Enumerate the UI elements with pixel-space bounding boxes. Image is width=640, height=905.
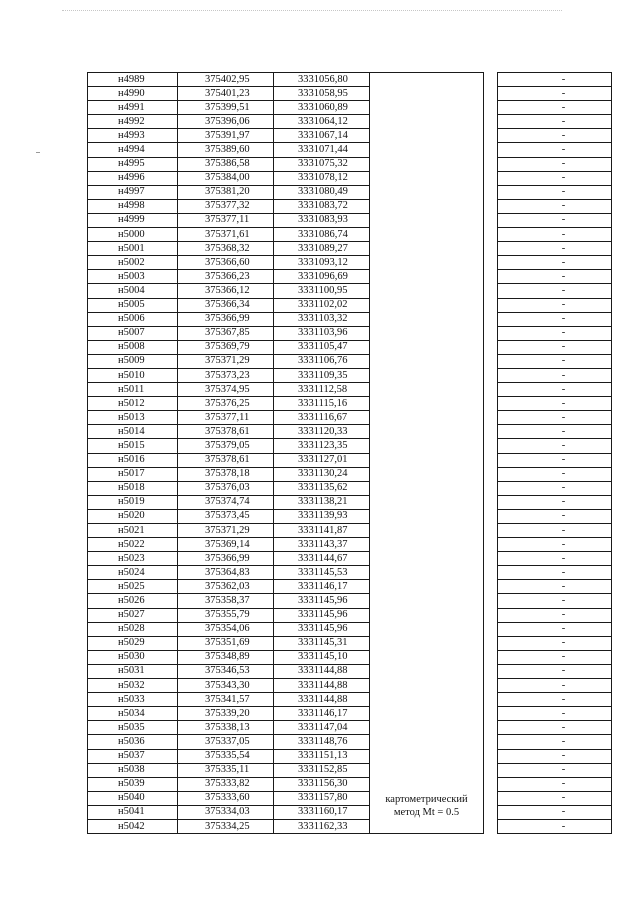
- y-coordinate-cell: 3331145,96: [274, 608, 370, 622]
- point-id-cell: н5002: [88, 256, 178, 270]
- y-coordinate-cell: 3331145,10: [274, 650, 370, 664]
- y-coordinate-cell: 3331145,53: [274, 566, 370, 580]
- table-row: [88, 467, 612, 481]
- x-coordinate-cell: 375362,03: [178, 580, 274, 594]
- point-id-cell: н5040: [88, 791, 178, 805]
- table-row: [88, 791, 612, 805]
- point-id-cell: н4995: [88, 157, 178, 171]
- point-id-cell: н4989: [88, 73, 178, 87]
- note-cell: -: [498, 73, 612, 87]
- table-row: [88, 354, 612, 368]
- y-coordinate-cell: 3331146,17: [274, 580, 370, 594]
- table-row: [88, 171, 612, 185]
- point-id-cell: н5029: [88, 636, 178, 650]
- y-coordinate-cell: 3331064,12: [274, 115, 370, 129]
- point-id-cell: н5024: [88, 566, 178, 580]
- y-coordinate-cell: 3331100,95: [274, 284, 370, 298]
- y-coordinate-cell: 3331103,96: [274, 326, 370, 340]
- table-row: [88, 481, 612, 495]
- point-id-cell: н5016: [88, 453, 178, 467]
- note-cell: -: [498, 312, 612, 326]
- table-row: [88, 185, 612, 199]
- point-id-cell: н5023: [88, 552, 178, 566]
- note-cell: -: [498, 552, 612, 566]
- point-id-cell: н5001: [88, 242, 178, 256]
- x-coordinate-cell: 375386,58: [178, 157, 274, 171]
- y-coordinate-cell: 3331060,89: [274, 101, 370, 115]
- x-coordinate-cell: 375366,34: [178, 298, 274, 312]
- note-cell: -: [498, 594, 612, 608]
- y-coordinate-cell: 3331102,02: [274, 298, 370, 312]
- table-row: [88, 284, 612, 298]
- table-row: [88, 411, 612, 425]
- point-id-cell: н4993: [88, 129, 178, 143]
- x-coordinate-cell: 375333,60: [178, 791, 274, 805]
- table-row: [88, 538, 612, 552]
- x-coordinate-cell: 375338,13: [178, 721, 274, 735]
- table-row: [88, 270, 612, 284]
- table-row: [88, 509, 612, 523]
- y-coordinate-cell: 3331152,85: [274, 763, 370, 777]
- note-cell: -: [498, 650, 612, 664]
- x-coordinate-cell: 375371,61: [178, 228, 274, 242]
- method-cell: [370, 73, 484, 834]
- note-cell: -: [498, 819, 612, 833]
- point-id-cell: н4998: [88, 199, 178, 213]
- y-coordinate-cell: 3331144,67: [274, 552, 370, 566]
- note-cell: -: [498, 777, 612, 791]
- y-coordinate-cell: 3331096,69: [274, 270, 370, 284]
- point-id-cell: н4990: [88, 87, 178, 101]
- note-cell: -: [498, 763, 612, 777]
- point-id-cell: н5028: [88, 622, 178, 636]
- point-id-cell: н4999: [88, 213, 178, 227]
- note-cell: -: [498, 228, 612, 242]
- note-cell: -: [498, 354, 612, 368]
- point-id-cell: н4992: [88, 115, 178, 129]
- table-row: [88, 608, 612, 622]
- y-coordinate-cell: 3331105,47: [274, 340, 370, 354]
- point-id-cell: н5021: [88, 524, 178, 538]
- note-cell: -: [498, 509, 612, 523]
- y-coordinate-cell: 3331145,96: [274, 622, 370, 636]
- note-cell: -: [498, 185, 612, 199]
- point-id-cell: н5005: [88, 298, 178, 312]
- y-coordinate-cell: 3331071,44: [274, 143, 370, 157]
- point-id-cell: н4996: [88, 171, 178, 185]
- y-coordinate-cell: 3331083,72: [274, 199, 370, 213]
- x-coordinate-cell: 375335,11: [178, 763, 274, 777]
- y-coordinate-cell: 3331080,49: [274, 185, 370, 199]
- method-name: картометрический: [385, 794, 468, 806]
- point-id-cell: н5030: [88, 650, 178, 664]
- table-row: [88, 453, 612, 467]
- note-cell: -: [498, 298, 612, 312]
- point-id-cell: н5010: [88, 368, 178, 382]
- table-row: [88, 312, 612, 326]
- point-id-cell: н5033: [88, 693, 178, 707]
- table-row: [88, 650, 612, 664]
- note-cell: -: [498, 87, 612, 101]
- x-coordinate-cell: 375341,57: [178, 693, 274, 707]
- table-row: [88, 383, 612, 397]
- note-cell: -: [498, 340, 612, 354]
- x-coordinate-cell: 375399,51: [178, 101, 274, 115]
- table-row: [88, 566, 612, 580]
- point-id-cell: н5035: [88, 721, 178, 735]
- x-coordinate-cell: 375355,79: [178, 608, 274, 622]
- y-coordinate-cell: 3331157,80: [274, 791, 370, 805]
- y-coordinate-cell: 3331123,35: [274, 439, 370, 453]
- note-cell: -: [498, 495, 612, 509]
- x-coordinate-cell: 375373,23: [178, 368, 274, 382]
- y-coordinate-cell: 3331103,32: [274, 312, 370, 326]
- table-row: [88, 495, 612, 509]
- y-coordinate-cell: 3331056,80: [274, 73, 370, 87]
- note-cell: -: [498, 425, 612, 439]
- x-coordinate-cell: 375374,95: [178, 383, 274, 397]
- note-cell: -: [498, 538, 612, 552]
- point-id-cell: н5017: [88, 467, 178, 481]
- x-coordinate-cell: 375333,82: [178, 777, 274, 791]
- x-coordinate-cell: 375381,20: [178, 185, 274, 199]
- note-cell: -: [498, 608, 612, 622]
- y-coordinate-cell: 3331156,30: [274, 777, 370, 791]
- y-coordinate-cell: 3331089,27: [274, 242, 370, 256]
- table-row: [88, 679, 612, 693]
- table-row: [88, 735, 612, 749]
- note-cell: -: [498, 749, 612, 763]
- table-row: [88, 819, 612, 833]
- note-cell: -: [498, 397, 612, 411]
- table-row: [88, 157, 612, 171]
- y-coordinate-cell: 3331086,74: [274, 228, 370, 242]
- table-row: [88, 242, 612, 256]
- x-coordinate-cell: 375334,03: [178, 805, 274, 819]
- table-row: [88, 115, 612, 129]
- note-cell: -: [498, 129, 612, 143]
- table-row: [88, 73, 612, 87]
- note-cell: -: [498, 199, 612, 213]
- table-row: [88, 368, 612, 382]
- x-coordinate-cell: 375339,20: [178, 707, 274, 721]
- note-cell: -: [498, 707, 612, 721]
- point-id-cell: н5014: [88, 425, 178, 439]
- table-row: [88, 340, 612, 354]
- note-cell: -: [498, 171, 612, 185]
- note-cell: -: [498, 284, 612, 298]
- note-cell: -: [498, 805, 612, 819]
- y-coordinate-cell: 3331115,16: [274, 397, 370, 411]
- x-coordinate-cell: 375378,61: [178, 453, 274, 467]
- y-coordinate-cell: 3331127,01: [274, 453, 370, 467]
- note-cell: -: [498, 679, 612, 693]
- note-cell: -: [498, 735, 612, 749]
- table-row: [88, 397, 612, 411]
- x-coordinate-cell: 375334,25: [178, 819, 274, 833]
- x-coordinate-cell: 375366,23: [178, 270, 274, 284]
- x-coordinate-cell: 375373,45: [178, 509, 274, 523]
- note-cell: -: [498, 270, 612, 284]
- note-cell: -: [498, 213, 612, 227]
- x-coordinate-cell: 375377,11: [178, 213, 274, 227]
- table-row: [88, 326, 612, 340]
- note-cell: -: [498, 242, 612, 256]
- x-coordinate-cell: 375374,74: [178, 495, 274, 509]
- y-coordinate-cell: 3331058,95: [274, 87, 370, 101]
- x-coordinate-cell: 375366,12: [178, 284, 274, 298]
- x-coordinate-cell: 375366,99: [178, 312, 274, 326]
- note-cell: -: [498, 368, 612, 382]
- point-id-cell: н5011: [88, 383, 178, 397]
- note-cell: -: [498, 580, 612, 594]
- point-id-cell: н5020: [88, 509, 178, 523]
- note-cell: -: [498, 157, 612, 171]
- note-cell: -: [498, 326, 612, 340]
- y-coordinate-cell: 3331112,58: [274, 383, 370, 397]
- x-coordinate-cell: 375378,18: [178, 467, 274, 481]
- x-coordinate-cell: 375366,99: [178, 552, 274, 566]
- point-id-cell: н5004: [88, 284, 178, 298]
- point-id-cell: н4991: [88, 101, 178, 115]
- x-coordinate-cell: 375335,54: [178, 749, 274, 763]
- note-cell: -: [498, 383, 612, 397]
- x-coordinate-cell: 375377,11: [178, 411, 274, 425]
- x-coordinate-cell: 375354,06: [178, 622, 274, 636]
- x-coordinate-cell: 375348,89: [178, 650, 274, 664]
- x-coordinate-cell: 375376,25: [178, 397, 274, 411]
- y-coordinate-cell: 3331135,62: [274, 481, 370, 495]
- point-id-cell: н5025: [88, 580, 178, 594]
- y-coordinate-cell: 3331151,13: [274, 749, 370, 763]
- point-id-cell: н5027: [88, 608, 178, 622]
- table-row: [88, 552, 612, 566]
- note-cell: -: [498, 693, 612, 707]
- point-id-cell: н5015: [88, 439, 178, 453]
- point-id-cell: н5038: [88, 763, 178, 777]
- note-cell: -: [498, 411, 612, 425]
- y-coordinate-cell: 3331162,33: [274, 819, 370, 833]
- table-row: [88, 721, 612, 735]
- table-row: [88, 425, 612, 439]
- x-coordinate-cell: 375391,97: [178, 129, 274, 143]
- x-coordinate-cell: 375377,32: [178, 199, 274, 213]
- y-coordinate-cell: 3331144,88: [274, 664, 370, 678]
- point-id-cell: н5036: [88, 735, 178, 749]
- method-accuracy: метод Mt = 0.5: [393, 807, 460, 819]
- x-coordinate-cell: 375358,37: [178, 594, 274, 608]
- y-coordinate-cell: 3331109,35: [274, 368, 370, 382]
- y-coordinate-cell: 3331093,12: [274, 256, 370, 270]
- y-coordinate-cell: 3331148,76: [274, 735, 370, 749]
- point-id-cell: н5007: [88, 326, 178, 340]
- point-id-cell: н5000: [88, 228, 178, 242]
- y-coordinate-cell: 3331139,93: [274, 509, 370, 523]
- note-cell: -: [498, 664, 612, 678]
- table-row: [88, 636, 612, 650]
- y-coordinate-cell: 3331075,32: [274, 157, 370, 171]
- x-coordinate-cell: 375402,95: [178, 73, 274, 87]
- y-coordinate-cell: 3331144,88: [274, 693, 370, 707]
- table-row: [88, 622, 612, 636]
- point-id-cell: н5022: [88, 538, 178, 552]
- x-coordinate-cell: 375351,69: [178, 636, 274, 650]
- point-id-cell: н5032: [88, 679, 178, 693]
- note-cell: -: [498, 101, 612, 115]
- point-id-cell: н5006: [88, 312, 178, 326]
- column-gap: [484, 73, 498, 834]
- x-coordinate-cell: 375396,06: [178, 115, 274, 129]
- x-coordinate-cell: 375369,79: [178, 340, 274, 354]
- y-coordinate-cell: 3331130,24: [274, 467, 370, 481]
- y-coordinate-cell: 3331160,17: [274, 805, 370, 819]
- table-row: [88, 664, 612, 678]
- point-id-cell: н5026: [88, 594, 178, 608]
- note-cell: -: [498, 439, 612, 453]
- table-row: [88, 594, 612, 608]
- note-cell: -: [498, 636, 612, 650]
- table-row: [88, 707, 612, 721]
- table-row: [88, 298, 612, 312]
- y-coordinate-cell: 3331147,04: [274, 721, 370, 735]
- table-row: [88, 580, 612, 594]
- table-row: [88, 213, 612, 227]
- point-id-cell: н5012: [88, 397, 178, 411]
- y-coordinate-cell: 3331143,37: [274, 538, 370, 552]
- point-id-cell: н4997: [88, 185, 178, 199]
- x-coordinate-cell: 375378,61: [178, 425, 274, 439]
- x-coordinate-cell: 375371,29: [178, 524, 274, 538]
- table-row: [88, 143, 612, 157]
- x-coordinate-cell: 375369,14: [178, 538, 274, 552]
- y-coordinate-cell: 3331138,21: [274, 495, 370, 509]
- point-id-cell: н5041: [88, 805, 178, 819]
- x-coordinate-cell: 375337,05: [178, 735, 274, 749]
- note-cell: -: [498, 256, 612, 270]
- table-row: [88, 524, 612, 538]
- y-coordinate-cell: 3331083,93: [274, 213, 370, 227]
- coordinates-table: [87, 72, 612, 834]
- note-cell: -: [498, 453, 612, 467]
- y-coordinate-cell: 3331106,76: [274, 354, 370, 368]
- y-coordinate-cell: 3331067,14: [274, 129, 370, 143]
- table-row: [88, 129, 612, 143]
- table-row: [88, 87, 612, 101]
- x-coordinate-cell: 375401,23: [178, 87, 274, 101]
- scan-header-noise: [62, 10, 562, 15]
- x-coordinate-cell: 375364,83: [178, 566, 274, 580]
- y-coordinate-cell: 3331144,88: [274, 679, 370, 693]
- note-cell: -: [498, 143, 612, 157]
- x-coordinate-cell: 375389,60: [178, 143, 274, 157]
- note-cell: -: [498, 467, 612, 481]
- point-id-cell: н5013: [88, 411, 178, 425]
- y-coordinate-cell: 3331120,33: [274, 425, 370, 439]
- point-id-cell: н5031: [88, 664, 178, 678]
- y-coordinate-cell: 3331146,17: [274, 707, 370, 721]
- point-id-cell: н5018: [88, 481, 178, 495]
- note-cell: -: [498, 721, 612, 735]
- y-coordinate-cell: 3331145,31: [274, 636, 370, 650]
- y-coordinate-cell: 3331145,96: [274, 594, 370, 608]
- table-row: [88, 439, 612, 453]
- scan-stray-mark: [36, 152, 40, 153]
- point-id-cell: н5039: [88, 777, 178, 791]
- x-coordinate-cell: 375376,03: [178, 481, 274, 495]
- table-row: [88, 805, 612, 819]
- point-id-cell: н5003: [88, 270, 178, 284]
- x-coordinate-cell: 375384,00: [178, 171, 274, 185]
- x-coordinate-cell: 375371,29: [178, 354, 274, 368]
- x-coordinate-cell: 375343,30: [178, 679, 274, 693]
- x-coordinate-cell: 375379,05: [178, 439, 274, 453]
- x-coordinate-cell: 375366,60: [178, 256, 274, 270]
- table-row: [88, 256, 612, 270]
- coordinates-table-body: [88, 73, 612, 834]
- point-id-cell: н5009: [88, 354, 178, 368]
- note-cell: -: [498, 791, 612, 805]
- table-row: [88, 749, 612, 763]
- y-coordinate-cell: 3331116,67: [274, 411, 370, 425]
- x-coordinate-cell: 375368,32: [178, 242, 274, 256]
- point-id-cell: н5008: [88, 340, 178, 354]
- x-coordinate-cell: 375367,85: [178, 326, 274, 340]
- point-id-cell: н4994: [88, 143, 178, 157]
- note-cell: -: [498, 566, 612, 580]
- note-cell: -: [498, 524, 612, 538]
- table-row: [88, 228, 612, 242]
- point-id-cell: н5037: [88, 749, 178, 763]
- note-cell: -: [498, 622, 612, 636]
- note-cell: -: [498, 481, 612, 495]
- point-id-cell: н5042: [88, 819, 178, 833]
- y-coordinate-cell: 3331078,12: [274, 171, 370, 185]
- note-cell: -: [498, 115, 612, 129]
- table-row: [88, 777, 612, 791]
- table-row: [88, 199, 612, 213]
- table-row: [88, 763, 612, 777]
- point-id-cell: н5034: [88, 707, 178, 721]
- table-row: [88, 693, 612, 707]
- x-coordinate-cell: 375346,53: [178, 664, 274, 678]
- point-id-cell: н5019: [88, 495, 178, 509]
- table-row: [88, 101, 612, 115]
- y-coordinate-cell: 3331141,87: [274, 524, 370, 538]
